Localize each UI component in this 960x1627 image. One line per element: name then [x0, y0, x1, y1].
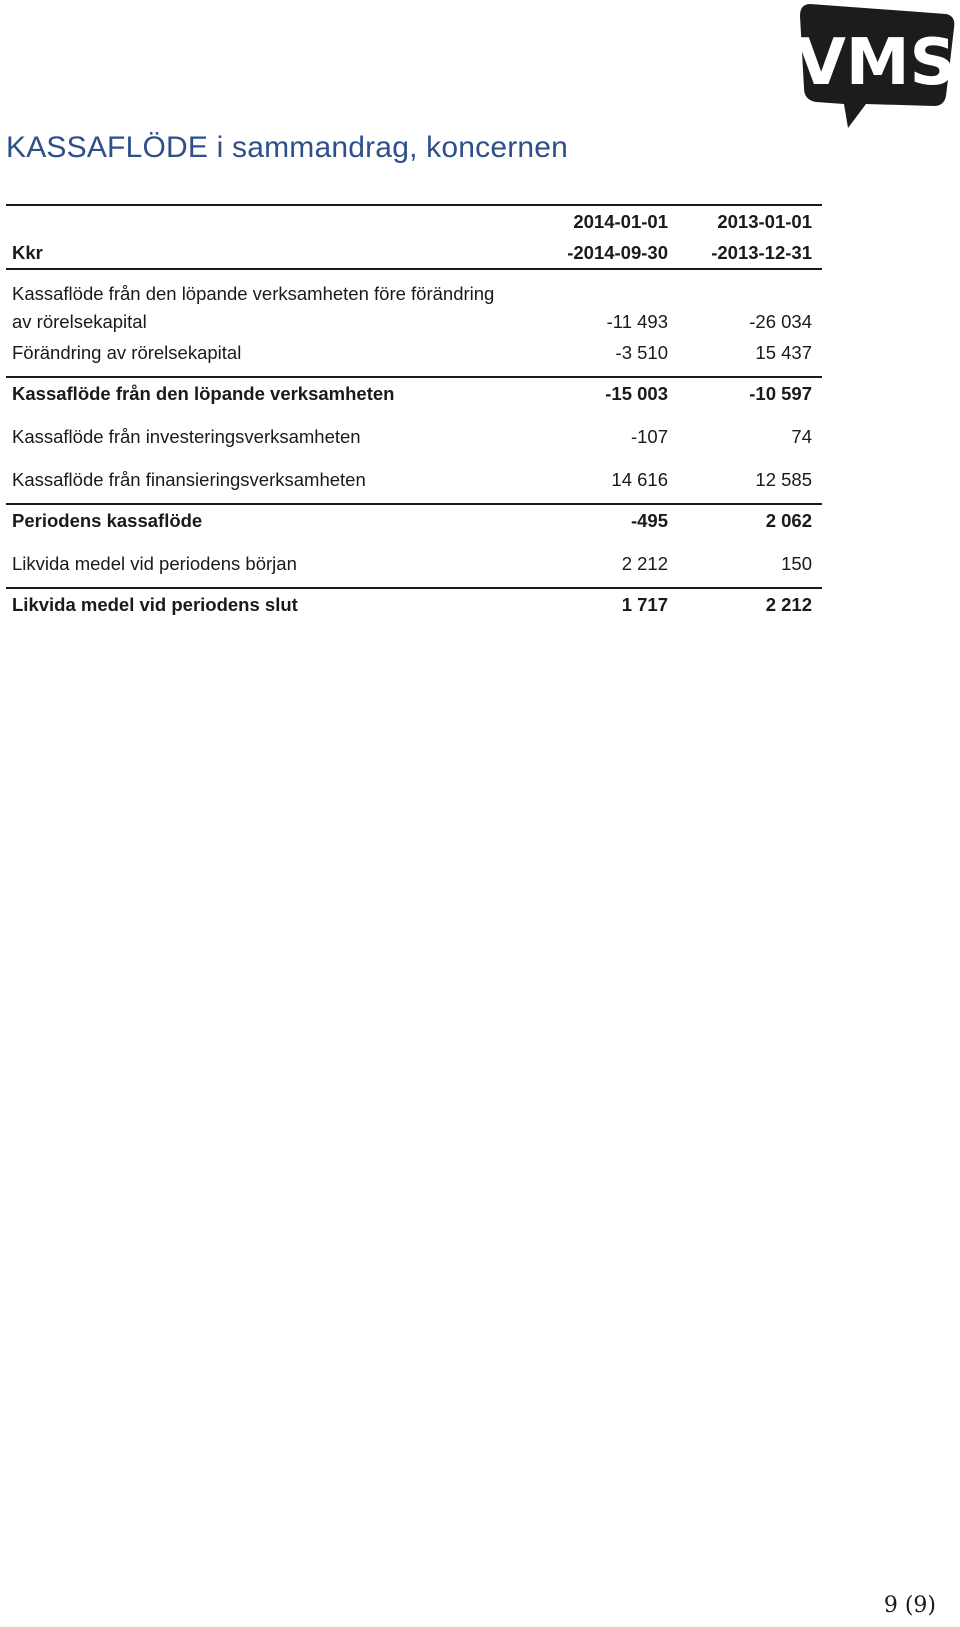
- row-label: Likvida medel vid periodens början: [12, 553, 297, 574]
- table-row: [6, 548, 822, 579]
- table-row: [6, 505, 822, 536]
- col2-header-start: 2013-01-01: [717, 211, 812, 232]
- col1-header-end: -2014-09-30: [567, 242, 668, 263]
- table-row: [6, 306, 822, 337]
- table-row: [6, 337, 822, 368]
- row-value-2013: 74: [791, 426, 812, 447]
- row-value-2013: 150: [781, 553, 812, 574]
- row-label: Periodens kassaflöde: [12, 510, 203, 531]
- row-value-2014: -3 510: [615, 342, 668, 363]
- row-label: Kassaflöde från den löpande verksamheten före förändring: [12, 283, 495, 304]
- table-row: [6, 278, 822, 309]
- row-value-2014: 2 212: [621, 553, 668, 574]
- header-row-dates-end: [6, 237, 822, 268]
- table-row: [6, 421, 822, 452]
- row-value-2013: -26 034: [749, 311, 812, 332]
- row-value-2014: -11 493: [606, 311, 668, 332]
- row-label: Kassaflöde från finansieringsverksamheten: [12, 469, 366, 490]
- row-value-2014: -15 003: [605, 383, 668, 404]
- row-label: Förändring av rörelsekapital: [12, 342, 242, 363]
- row-label: Kassaflöde från den löpande verksamheten: [12, 383, 395, 404]
- col2-header-end: -2013-12-31: [711, 242, 812, 263]
- page-number: 9 (9): [883, 1593, 936, 1618]
- row-value-2014: -107: [630, 426, 668, 447]
- header-row-dates-start: [6, 206, 822, 237]
- row-value-2013: 12 585: [755, 469, 812, 490]
- col1-header-start: 2014-01-01: [573, 211, 668, 232]
- row-value-2014: 14 616: [611, 469, 668, 490]
- row-label: Kassaflöde från investeringsverksamheten: [12, 426, 361, 447]
- cashflow-table: [6, 204, 822, 620]
- table-row: [6, 464, 822, 495]
- row-value-2013: 15 437: [755, 342, 812, 363]
- logo-text: VMS: [796, 26, 956, 100]
- table-row: [6, 378, 822, 409]
- unit-label: Kkr: [12, 242, 43, 263]
- row-label: Likvida medel vid periodens slut: [12, 594, 298, 615]
- row-value-2014: -495: [630, 510, 668, 531]
- row-label: av rörelsekapital: [12, 311, 147, 332]
- table-row: [6, 589, 822, 620]
- vms-logo: [796, 0, 960, 136]
- page-title: KASSAFLÖDE i sammandrag, koncernen: [6, 131, 569, 164]
- row-value-2013: -10 597: [749, 383, 812, 404]
- row-value-2013: 2 212: [765, 594, 812, 615]
- row-value-2014: 1 717: [621, 594, 668, 615]
- row-value-2013: 2 062: [765, 510, 812, 531]
